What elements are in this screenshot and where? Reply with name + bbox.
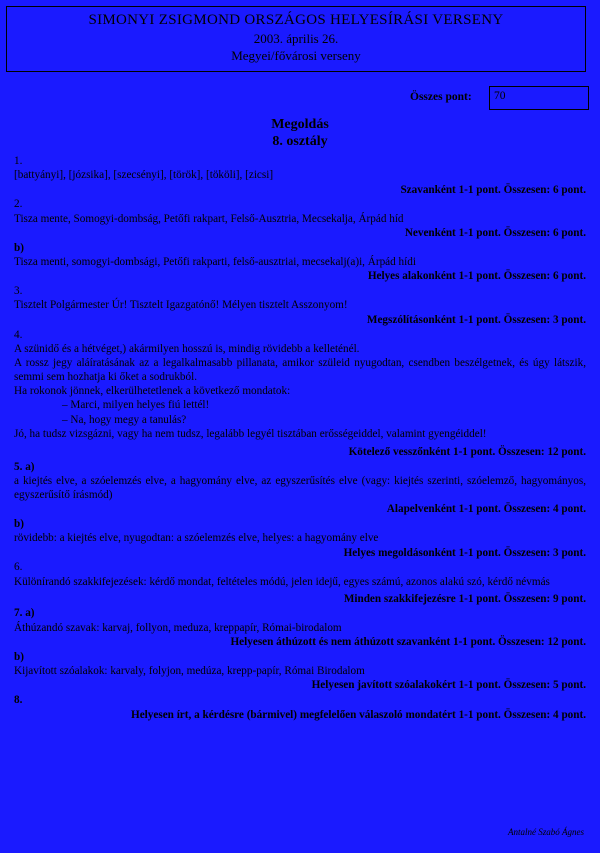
task-answer: rövidebb: a kiejtés elve, nyugodtan: a szóelemzés elve, helyes: a hagyomány elve: [14, 532, 379, 545]
task-score: Helyesen áthúzott és nem áthúzott szavanként 1-1 pont. Összesen: 12 pont.: [230, 636, 586, 649]
task-sentence: A szünidő és a hétvéget,) akármilyen hosszú is, mindig rövidebb a kelleténél.: [14, 342, 360, 355]
task-answer: Tisza mente, Somogyi-dombság, Petőfi rakpart, Felső-Ausztria, Mecsekalja, Árpád híd: [14, 212, 404, 225]
total-score-label: Összes pont:: [410, 91, 472, 103]
task-score: Alapelvenként 1-1 pont. Összesen: 4 pont.: [386, 503, 586, 516]
task-answer: [battyányi], [józsika], [szecsényi], [török], [tököli], [zicsi]: [14, 169, 274, 182]
task-score: Minden szakkifejezésre 1-1 pont. Összesen: 9 pont.: [343, 592, 586, 605]
task-sentence: Ha rokonok jönnek, elkerülhetetlenek a következő mondatok:: [14, 385, 291, 398]
solution-title: Megoldás: [271, 117, 329, 132]
task-number: 3.: [14, 285, 23, 298]
competition-date: 2003. április 26.: [253, 30, 339, 46]
tasks: [14, 154, 586, 722]
competition-title: SIMONYI ZSIGMOND ORSZÁGOS HELYESÍRÁSI VERSENY: [88, 12, 504, 28]
task-score: Helyes alakonként 1-1 pont. Összesen: 6 pont.: [367, 270, 586, 283]
task-answer: a kiejtés elve, a szóelemzés elve, a hagyomány elve, az egyszerűsítés elve (vagy: kiejtés szerinti, szóelemző, hagyományos, egyszerűsítő írásmód): [14, 475, 586, 502]
task-answer: Áthúzandó szavak: karvaj, follyon, meduza, kreppapír, Római-birodalom: [14, 621, 342, 634]
task-number: 2.: [14, 198, 23, 211]
task-score: Helyesen javított szóalakokért 1-1 pont. Összesen: 5 pont.: [311, 679, 586, 692]
task-score: Nevenként 1-1 pont. Összesen: 6 pont.: [404, 226, 586, 239]
task-answer: Tisza menti, somogyi-dombsági, Petőfi rakparti, felső-ausztriai, mecsekalj(a)i, Árpád hídi: [14, 256, 416, 269]
total-score-box: 70: [489, 86, 589, 110]
task-number: 7. a): [14, 607, 35, 620]
task-sentence: – Na, hogy megy a tanulás?: [62, 413, 187, 426]
task-score: Helyesen írt, a kérdésre (bármivel) megfelelően válaszoló mondatért 1-1 pont. Összesen: 4 pont.: [131, 708, 586, 721]
task-score: Helyes megoldásonként 1-1 pont. Összesen: 3 pont.: [343, 546, 586, 559]
task-number: 6.: [14, 561, 23, 574]
task-number: 8.: [14, 694, 23, 707]
task-score: Kötelező vesszőnként 1-1 pont. Összesen: 12 pont.: [348, 446, 586, 459]
header-box: [6, 6, 586, 72]
competition-round: Megyei/fővárosi verseny: [231, 48, 361, 63]
task-subpart-label: b): [14, 517, 24, 530]
grade-title: 8. osztály: [272, 134, 328, 149]
author-signature: Antalné Szabó Ágnes: [508, 827, 584, 837]
task-answer: Kijavított szóalakok: karvaly, folyjon, medúza, krepp-papír, Római Birodalom: [14, 665, 365, 678]
task-answer: Tisztelt Polgármester Úr! Tisztelt Igazgatónő! Mélyen tisztelt Asszonyom!: [14, 299, 348, 312]
task-answer: Különírandó szakkifejezések: kérdő mondat, feltételes módú, jelen idejű, egyes számú, azonos alakú szó, kérdő névmás: [14, 575, 550, 588]
task-score: Megszólításonként 1-1 pont. Összesen: 3 pont.: [366, 313, 586, 326]
task-sentence: A rossz jegy aláíratásának az a legalkalmasabb pillanata, amikor szüleid nyugodtan, csendben beszélgetnek, és úgy látszik, semmi sem hozhatja ki őket a sodrukból.: [14, 357, 586, 384]
task-number: 5. a): [14, 460, 35, 473]
task-sentence: – Marci, milyen helyes fiú lettél!: [62, 399, 210, 412]
task-subpart-label: b): [14, 650, 24, 663]
task-subpart-label: b): [14, 241, 24, 254]
task-score: Szavanként 1-1 pont. Összesen: 6 pont.: [400, 183, 586, 196]
task-sentence: Jó, ha tudsz vizsgázni, vagy ha nem tudsz, legalább legyél tisztában erősségeiddel, valamint gyengéiddel!: [14, 428, 487, 441]
total-score: [410, 86, 590, 110]
task-number: 1.: [14, 155, 23, 167]
task-number: 4.: [14, 328, 23, 341]
